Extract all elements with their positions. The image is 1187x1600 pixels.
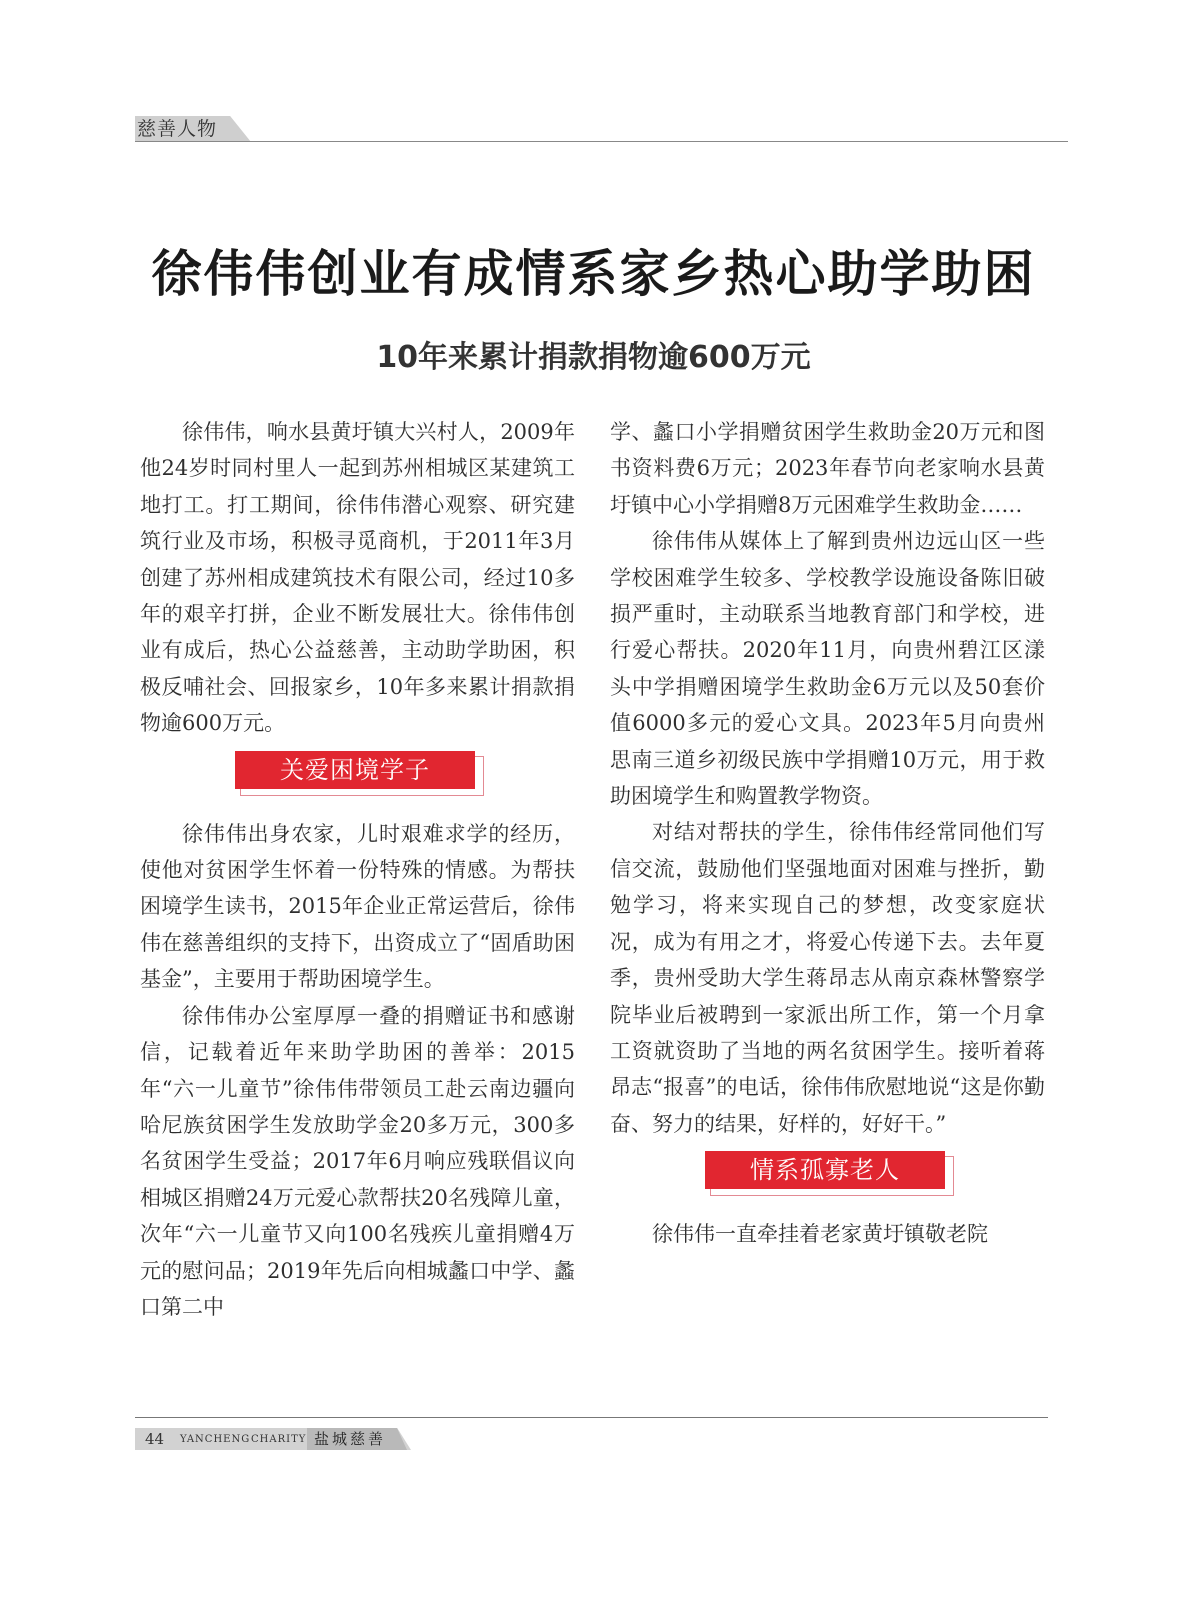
section-heading-care-students [140, 748, 575, 804]
left-paragraph-1: 徐伟伟，响水县黄圩镇大兴村人，2009年他24岁时同村里人一起到苏州相城区某建筑工地打工。打工期间，徐伟伟潜心观察、研究建筑行业及市场，积极寻觅商机，于2011年3月创建了苏州相成建筑技术有限公司，经过10多年的艰辛打拼，企业不断发展壮大。徐伟伟创业有成后，热心公益慈善，主动助学助困，积极反哺社会、回报家乡，10年多来累计捐款捐物逾600万元。 [140, 420, 575, 736]
footer-english-word-1: YANCHENG [180, 1434, 251, 1445]
page-number: 44 [145, 1430, 165, 1448]
left-paragraph-3: 徐伟伟办公室厚厚一叠的捐赠证书和感谢信，记载着近年来助学助困的善举：2015年“六一儿童节”徐伟伟带领员工赴云南边疆向哈尼族贫困学生发放助学金20多万元，300多名贫困学生受益；2017年6月响应残联倡议向相城区捐赠24万元爱心款帮扶20名残障儿童，次年“六一儿童节又向100名残疾儿童捐赠4万元的慰问品；2019年先后向相城蠡口中学、蠡口第二中 [140, 1003, 575, 1319]
right-paragraph-3: 对结对帮扶的学生，徐伟伟经常同他们写信交流，鼓励他们坚强地面对困难与挫折，勤勉学习，将来实现自己的梦想，改变家庭状况，成为有用之才，将爱心传递下去。去年夏季，贵州受助大学生蒋昂志从南京森林警察学院毕业后被聘到一家派出所工作，第一个月拿工资就资助了当地的两名贫困学生。接听着蒋昂志“报喜”的电话，徐伟伟欣慰地说“这是你勤奋、努力的结果，好样的，好好干。” [610, 820, 1045, 1136]
section-label: 慈善人物 [137, 118, 218, 140]
footer-divider [135, 1417, 1048, 1418]
section-heading-care-elderly [610, 1148, 1045, 1204]
section-heading-label: 关爱困境学子 [280, 755, 430, 784]
header-divider [135, 141, 1068, 142]
right-paragraph-4: 徐伟伟一直牵挂着老家黄圩镇敬老院 [652, 1222, 988, 1247]
right-paragraph-1: 学、蠡口小学捐赠贫困学生救助金20万元和图书资料费6万元；2023年春节向老家响水县黄圩镇中心小学捐赠8万元困难学生救助金…… [610, 420, 1045, 517]
footer-publication-name: 盐城慈善 [314, 1430, 387, 1448]
article-title: 徐伟伟创业有成情系家乡热心助学助困 [151, 244, 1036, 303]
right-paragraph-2: 徐伟伟从媒体上了解到贵州边远山区一些学校困难学生较多、学校教学设施设备陈旧破损严重时，主动联系当地教育部门和学校，进行爱心帮扶。2020年11月，向贵州碧江区漾头中学捐赠困境学生救助金6万元以及50套价值6000多元的爱心文具。2023年5月向贵州思南三道乡初级民族中学捐赠10万元，用于救助困境学生和购置教学物资。 [610, 529, 1045, 809]
left-paragraph-2: 徐伟伟出身农家，儿时艰难求学的经历，使他对贫困学生怀着一份特殊的情感。为帮扶困境学生读书，2015年企业正常运营后，徐伟伟在慈善组织的支持下，出资成立了“固盾助困基金”，主要用于帮助困境学生。 [140, 821, 575, 992]
left-column [140, 414, 575, 1325]
footer-english-word-2: CHARITY [251, 1434, 307, 1445]
right-column [610, 414, 1045, 1253]
section-heading-label: 情系孤寡老人 [750, 1156, 900, 1185]
article-subtitle: 10年来累计捐款捐物逾600万元 [376, 340, 811, 375]
section-header [135, 116, 1068, 146]
